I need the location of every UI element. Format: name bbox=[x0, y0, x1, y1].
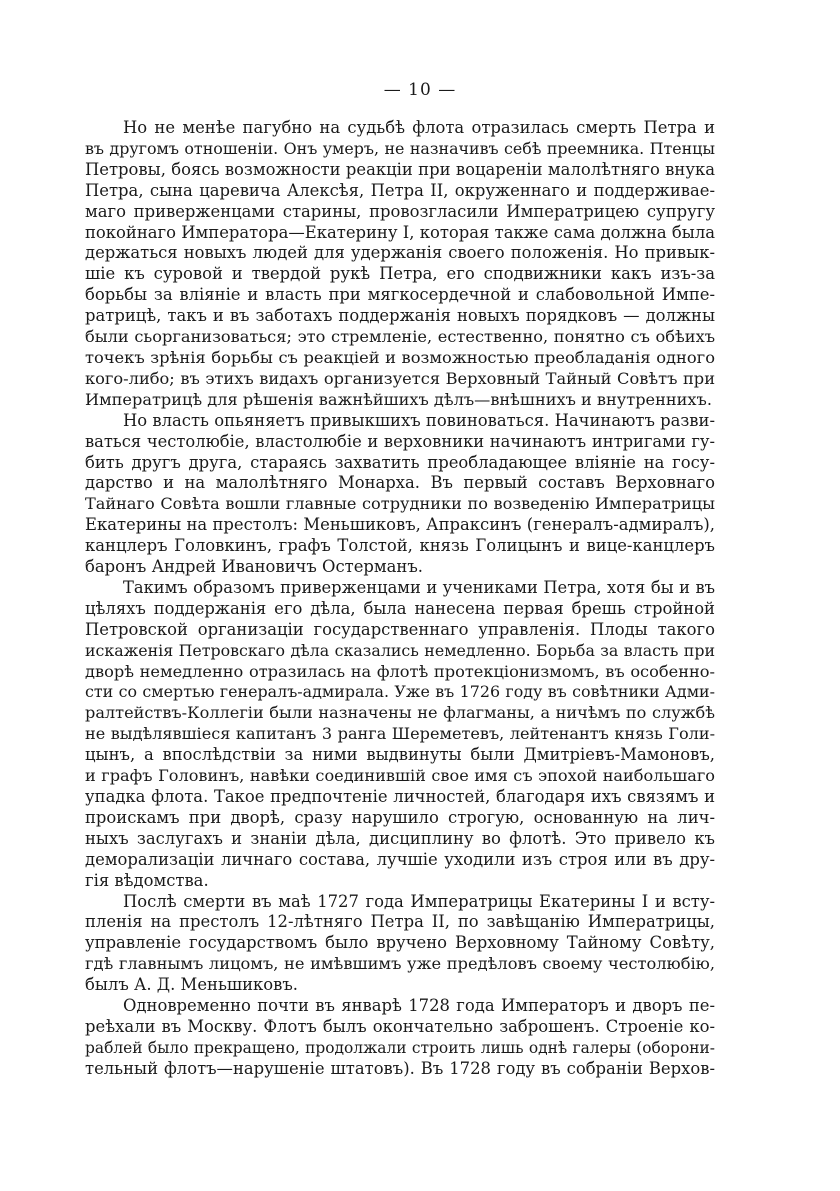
text-line: ралтействъ-Коллегiи были назначены не флагманы, а ничѣмъ по службѣ bbox=[85, 703, 715, 723]
text-line: баронъ Андрей Ивановичъ Остерманъ. bbox=[85, 557, 423, 577]
paragraph bbox=[85, 411, 715, 578]
text-line: были сьорганизоваться; это стремленiе, естественно, понятно съ обѣихъ bbox=[85, 327, 715, 347]
text-line: и графъ Головинъ, навѣки соединившiй свое имя съ эпохой наибольшаго bbox=[85, 766, 715, 786]
text-line: ратрицѣ, такъ и въ заботахъ поддержанiя новыхъ порядковъ — должны bbox=[85, 306, 715, 326]
text-line: тельный флотъ—нарушенiе штатовъ). Въ 1728 году въ собранiи Верхов- bbox=[85, 1058, 715, 1078]
text-line: Императрицѣ для рѣшенiя важнѣйшихъ дѣлъ—внѣшнихъ и внутреннихъ. bbox=[85, 389, 712, 409]
text-line: реѣхали въ Москву. Флотъ былъ окончательно заброшенъ. Строенiе ко- bbox=[85, 1016, 715, 1036]
page-number: — 10 — bbox=[383, 80, 457, 100]
text-line: цынъ, а впослѣдствiи за ними выдвинуты были Дмитрiевъ-Мамоновъ, bbox=[85, 745, 715, 765]
text-line: покойнаго Императора—Екатерину I, которая также сама должна была bbox=[85, 222, 715, 242]
paragraph bbox=[85, 996, 715, 1080]
text-line: Петра, сына царевича Алексѣя, Петра II, окруженнаго и поддерживае- bbox=[85, 180, 715, 200]
text-line: не выдѣлявшiеся капитанъ 3 ранга Шереметевъ, лейтенантъ князь Голи- bbox=[85, 724, 715, 744]
text-line: канцлеръ Головкинъ, графъ Толстой, князь Голицынъ и вице-канцлеръ bbox=[85, 536, 715, 556]
paragraph bbox=[85, 892, 715, 997]
text-line: Одновременно почти въ январѣ 1728 года Императоръ и дворъ пе- bbox=[123, 996, 715, 1016]
text-line: держаться новыхъ людей для удержанiя своего положенiя. Но привык- bbox=[85, 243, 715, 263]
text-line: борьбы за влiянiе и власть при мягкосердечной и слабовольной Импе- bbox=[85, 285, 715, 305]
text-line: деморализацiи личнаго состава, лучшiе уходили изъ строя или въ дру- bbox=[85, 849, 715, 869]
text-line: ныхъ заслугахъ и знанiи дѣла, дисциплину во флотѣ. Это привело къ bbox=[85, 828, 715, 848]
text-line: бить другъ друга, стараясь захватить преобладающее влiянiе на госу- bbox=[85, 452, 715, 472]
body-text bbox=[85, 118, 715, 1080]
text-line: Петровы, боясь возможности реакцiи при воцаренiи малолѣтняго внука bbox=[85, 159, 715, 179]
text-line: проискамъ при дворѣ, сразу нарушило строгую, основанную на лич- bbox=[85, 807, 715, 827]
text-line: цѣляхъ поддержанiя его дѣла, была нанесена первая брешь стройной bbox=[85, 598, 715, 618]
text-line: маго приверженцами старины, провозгласили Императрицею супругу bbox=[85, 201, 715, 221]
text-line: управленiе государствомъ было вручено Верховному Тайному Совѣту, bbox=[85, 933, 715, 953]
text-line: Послѣ смерти въ маѣ 1727 года Императрицы Екатерины I и всту- bbox=[123, 891, 715, 911]
paragraph bbox=[85, 118, 715, 411]
text-line: искаженiя Петровскаго дѣла сказались немедленно. Борьба за власть при bbox=[85, 640, 715, 660]
paragraph bbox=[85, 578, 715, 892]
text-line: въ другомъ отношенiи. Онъ умеръ, не назначивъ себѣ преемника. Птенцы bbox=[85, 138, 715, 158]
text-line: былъ А. Д. Меньшиковъ. bbox=[85, 975, 299, 995]
text-line: ваться честолюбiе, властолюбiе и верховники начинаютъ интригами гу- bbox=[85, 431, 715, 451]
text-line: точекъ зрѣнiя борьбы съ реакцiей и возможностью преобладанiя одного bbox=[85, 347, 715, 367]
text-line: Такимъ образомъ приверженцами и учениками Петра, хотя бы и въ bbox=[123, 577, 715, 597]
text-line: пленiя на престолъ 12-лѣтняго Петра II, по завѣщанiю Императрицы, bbox=[85, 912, 715, 932]
text-line: сти со смертью генералъ-адмирала. Уже въ 1726 году въ совѣтники Адми- bbox=[85, 682, 715, 702]
text-line: дарство и на малолѣтняго Монарха. Въ первый составъ Верховнаго bbox=[85, 473, 715, 493]
text-line: шiе къ суровой и твердой рукѣ Петра, его сподвижники какъ изъ-за bbox=[85, 264, 715, 284]
text-line: дворѣ немедленно отразилась на флотѣ протекцiонизмомъ, въ особенно- bbox=[85, 661, 715, 681]
text-line: Но власть опьяняетъ привыкшихъ повиноваться. Начинаютъ разви- bbox=[123, 410, 715, 430]
text-line: Тайнаго Совѣта вошли главные сотрудники по возведенiю Императрицы bbox=[85, 494, 715, 514]
text-line: упадка флота. Такое предпочтенiе личностей, благодаря ихъ связямъ и bbox=[85, 787, 715, 806]
text-line: Петровской организацiи государственнаго управленiя. Плоды такого bbox=[85, 619, 715, 639]
text-line: Екатерины на престолъ: Меньшиковъ, Апраксинъ (генералъ-адмиралъ), bbox=[85, 515, 715, 535]
text-line: гiя вѣдомства. bbox=[85, 870, 209, 890]
text-line: Но не менѣе пагубно на судьбѣ флота отразилась смерть Петра и bbox=[123, 118, 715, 137]
text-line: кого-либо; въ этихъ видахъ организуется Верховный Тайный Совѣтъ при bbox=[85, 368, 715, 388]
text-line: гдѣ главнымъ лицомъ, не имѣвшимъ уже предѣловъ своему честолюбiю, bbox=[85, 954, 715, 974]
text-line: раблей было прекращено, продолжали строить лишь однѣ галеры (оборони- bbox=[85, 1038, 715, 1057]
